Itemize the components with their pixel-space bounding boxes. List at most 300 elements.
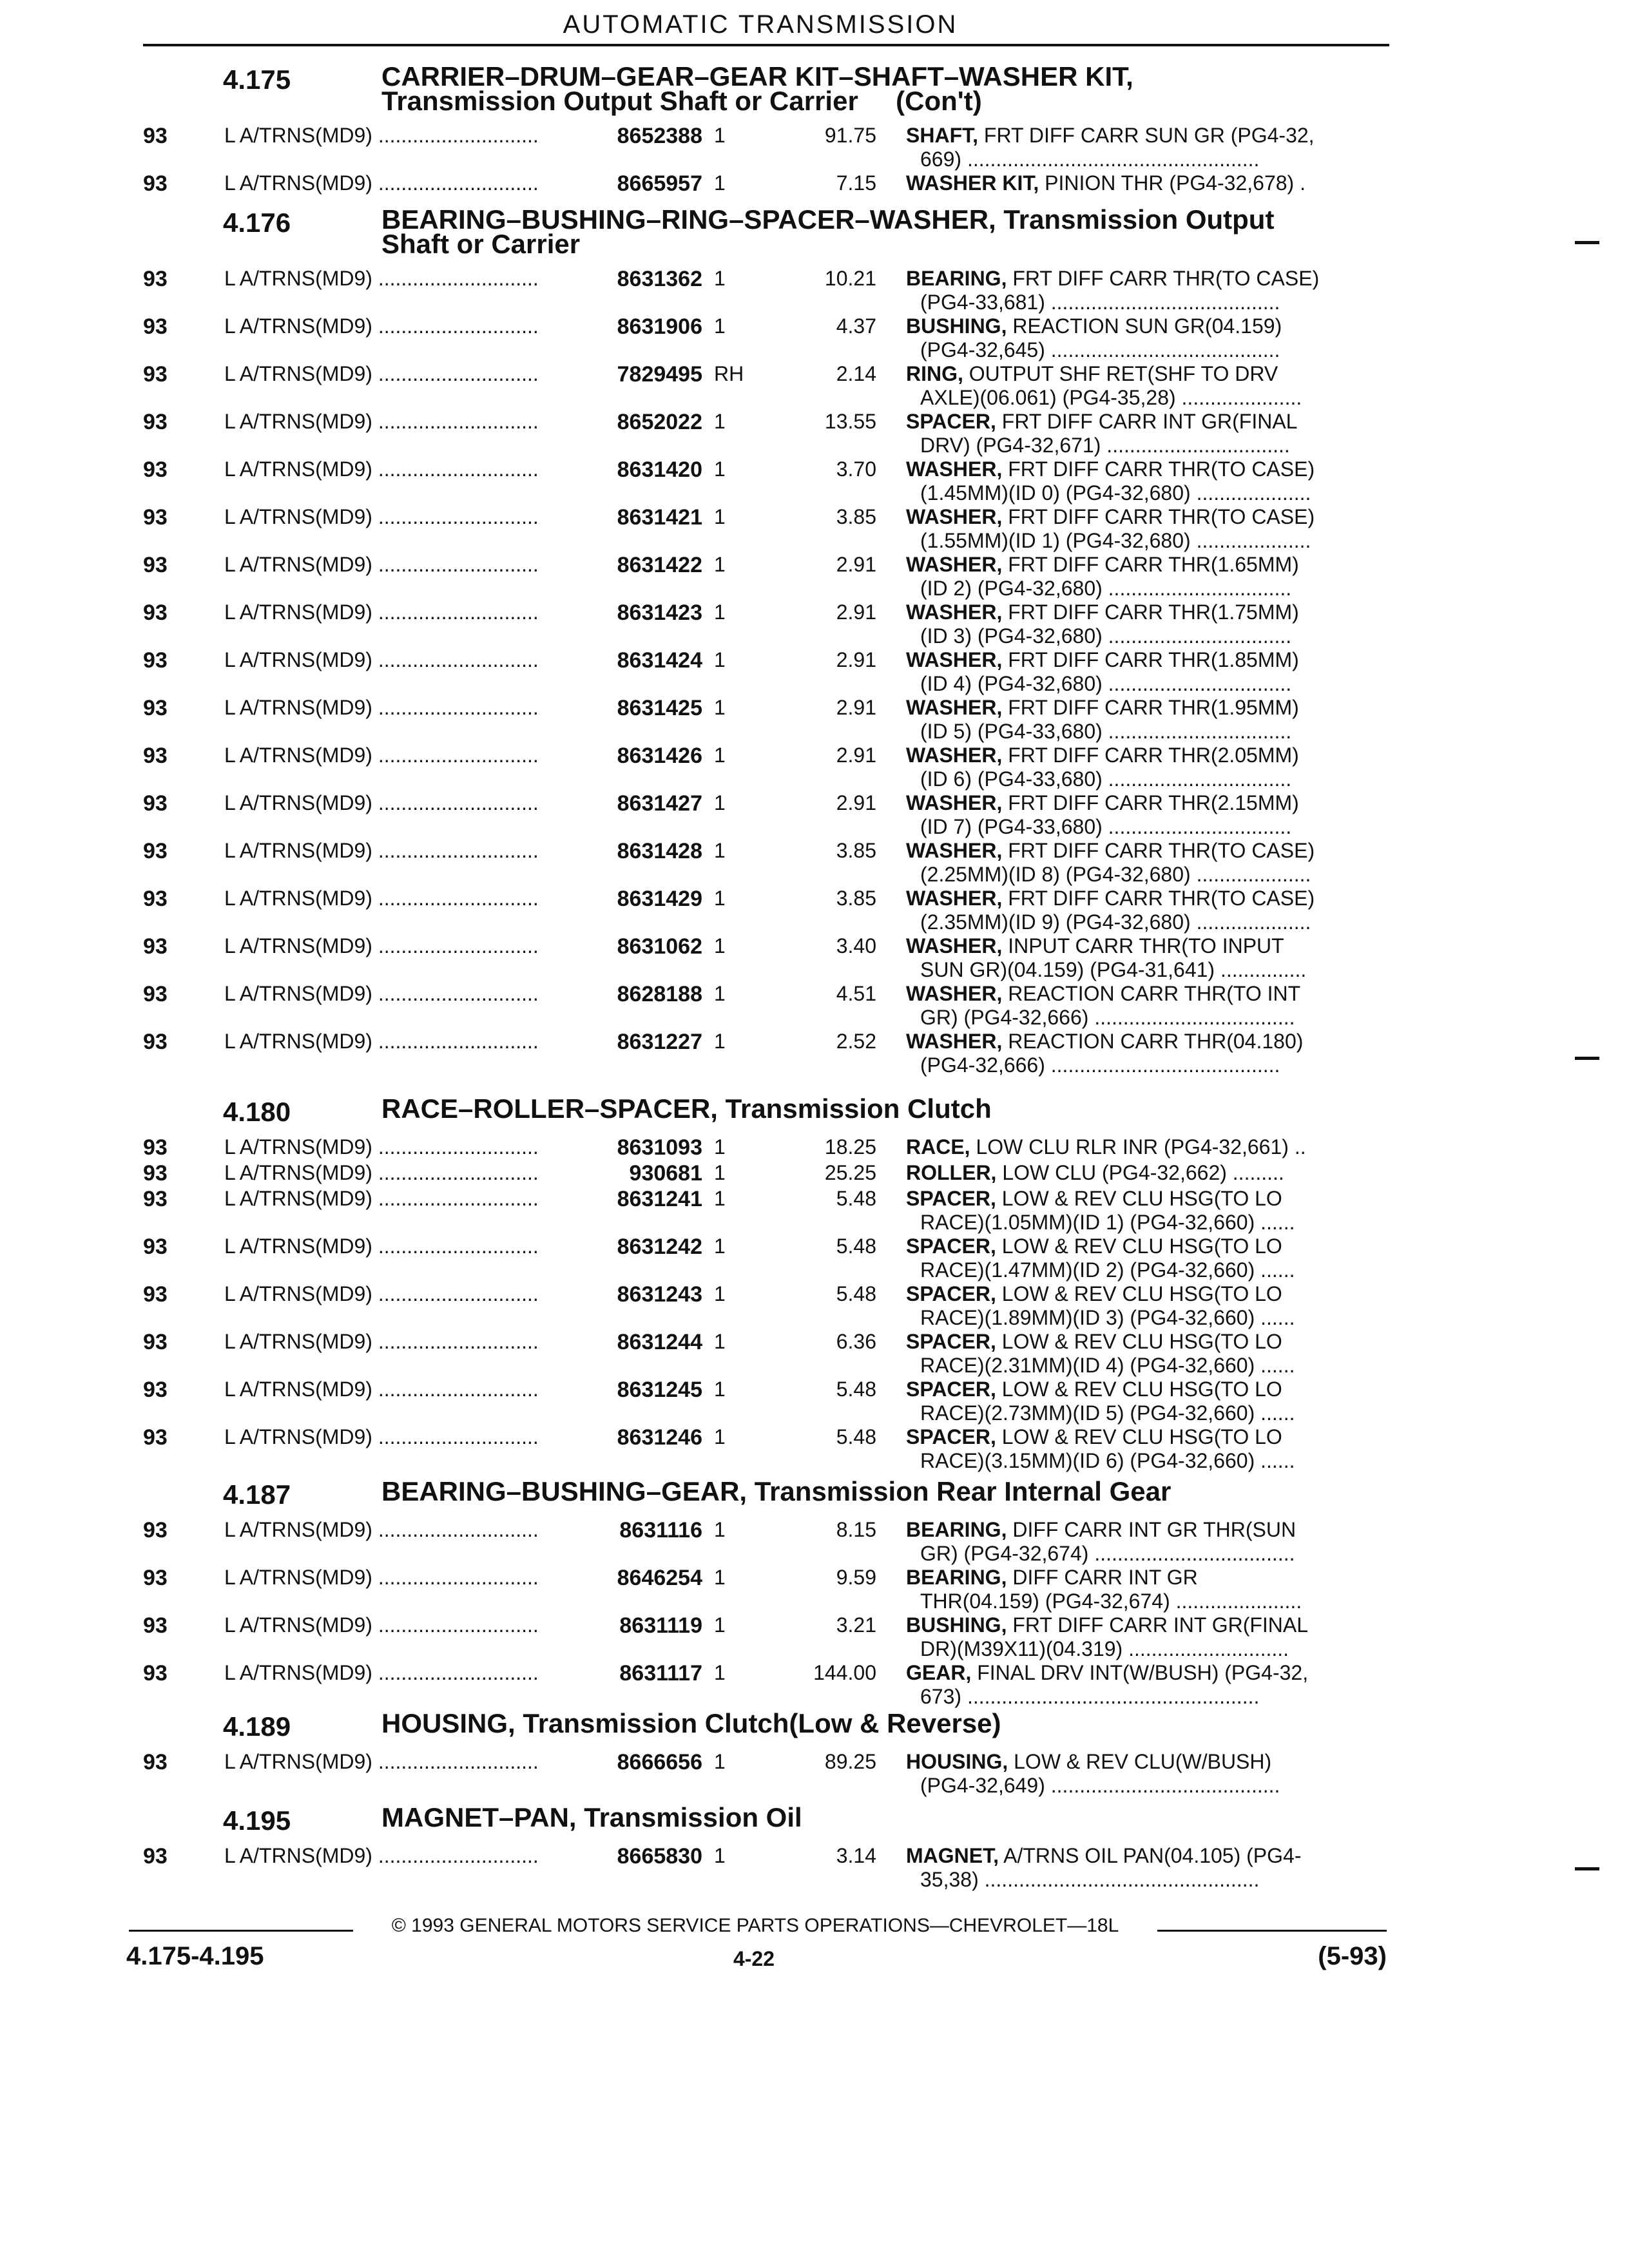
table-row [0, 1378, 1629, 1425]
part-number: 8631423 [617, 601, 702, 625]
quantity: 1 [714, 1750, 726, 1773]
model-year: 93 [143, 553, 168, 577]
model-year: 93 [143, 1161, 168, 1186]
model-year: 93 [143, 1378, 168, 1402]
table-row [0, 1187, 1629, 1235]
price: 144.00 [813, 1661, 876, 1684]
section-title-line: HOUSING, Transmission Clutch(Low & Reverse) [381, 1708, 1001, 1738]
description-text: FRT DIFF CARR THR(1.75MM) [1002, 601, 1299, 624]
price: 9.59 [836, 1566, 876, 1589]
description [906, 553, 1383, 577]
description [906, 1282, 1383, 1306]
description-continuation: RACE)(1.05MM)(ID 1) (PG4-32,660) ...... [920, 1211, 1295, 1234]
description-keyword: BUSHING, [906, 314, 1007, 338]
price: 3.40 [836, 934, 876, 957]
model-year: 93 [143, 171, 168, 196]
section-number: 4.187 [223, 1479, 291, 1510]
description-continuation: DRV) (PG4-32,671) ................................ [920, 434, 1290, 457]
description-continuation: (ID 2) (PG4-32,680) ................................ [920, 577, 1292, 600]
model-year: 93 [143, 982, 168, 1006]
table-row [0, 601, 1629, 648]
section-title-line: RACE–ROLLER–SPACER, Transmission Clutch [381, 1093, 992, 1124]
description-keyword: GEAR, [906, 1661, 972, 1684]
description-keyword: MAGNET, [906, 1844, 999, 1867]
table-row [0, 1844, 1629, 1892]
quantity: 1 [714, 505, 726, 528]
margin-mark [1575, 1867, 1599, 1870]
price: 2.91 [836, 601, 876, 624]
table-row [0, 887, 1629, 934]
part-number: 8666656 [617, 1750, 702, 1774]
description-text: REACTION CARR THR(TO INT [1002, 982, 1301, 1005]
quantity: 1 [714, 1566, 726, 1589]
description-keyword: BUSHING, [906, 1613, 1007, 1637]
price: 2.91 [836, 791, 876, 814]
model-year: 93 [143, 1566, 168, 1590]
description [906, 1030, 1383, 1053]
description-text: LOW & REV CLU HSG(TO LO [996, 1235, 1282, 1258]
description-text: DIFF CARR INT GR THR(SUN [1007, 1518, 1296, 1541]
description [906, 1187, 1383, 1211]
description [906, 1425, 1383, 1449]
description-text: LOW & REV CLU HSG(TO LO [996, 1187, 1282, 1210]
section-number: 4.176 [223, 207, 291, 238]
application: L A/TRNS(MD9) ............................ [224, 1613, 539, 1637]
description-continuation: DR)(M39X11)(04.319) ............................ [920, 1637, 1289, 1660]
model-year: 93 [143, 839, 168, 863]
application: L A/TRNS(MD9) ............................ [224, 1282, 539, 1305]
section-title [381, 204, 1387, 259]
description-text: INPUT CARR THR(TO INPUT [1002, 934, 1284, 957]
description-keyword: BEARING, [906, 267, 1007, 290]
application: L A/TRNS(MD9) ............................ [224, 648, 539, 671]
description-keyword: WASHER KIT, [906, 171, 1039, 195]
price: 18.25 [824, 1135, 876, 1158]
model-year: 93 [143, 1235, 168, 1259]
description-text: FRT DIFF CARR THR(1.85MM) [1002, 648, 1299, 671]
part-number: 8631116 [619, 1518, 702, 1542]
part-number: 8652388 [617, 124, 702, 148]
table-row [0, 1661, 1629, 1709]
description-text: FRT DIFF CARR THR(2.15MM) [1002, 791, 1299, 814]
application: L A/TRNS(MD9) ............................ [224, 1518, 539, 1541]
table-row [0, 553, 1629, 601]
quantity: 1 [714, 1613, 726, 1637]
application: L A/TRNS(MD9) ............................ [224, 267, 539, 290]
application: L A/TRNS(MD9) ............................ [224, 505, 539, 528]
description-text: OUTPUT SHF RET(SHF TO DRV [963, 362, 1278, 385]
part-number: 8631093 [617, 1135, 702, 1160]
quantity: 1 [714, 1378, 726, 1401]
footer-rule-left [129, 1930, 353, 1932]
application: L A/TRNS(MD9) ............................ [224, 1235, 539, 1258]
price: 8.15 [836, 1518, 876, 1541]
table-row [0, 1235, 1629, 1282]
description-continuation: 669) ................................................... [920, 148, 1260, 171]
description-continuation: AXLE)(06.061) (PG4-35,28) ..................... [920, 386, 1302, 409]
part-number: 8631062 [617, 934, 702, 959]
description-keyword: WASHER, [906, 791, 1003, 814]
description [906, 1518, 1383, 1542]
price: 3.85 [836, 887, 876, 910]
quantity: RH [714, 362, 744, 385]
price: 5.48 [836, 1282, 876, 1305]
table-row [0, 505, 1629, 553]
application: L A/TRNS(MD9) ............................ [224, 1750, 539, 1773]
price: 3.14 [836, 1844, 876, 1867]
quantity: 1 [714, 696, 726, 719]
description-text: FRT DIFF CARR THR(2.05MM) [1002, 744, 1299, 767]
part-number: 8631245 [617, 1378, 702, 1402]
model-year: 93 [143, 648, 168, 673]
description-keyword: WASHER, [906, 982, 1003, 1005]
application: L A/TRNS(MD9) ............................ [224, 457, 539, 481]
description-continuation: (2.35MM)(ID 9) (PG4-32,680) .................... [920, 910, 1311, 934]
model-year: 93 [143, 505, 168, 530]
description [906, 1161, 1383, 1185]
description-keyword: WASHER, [906, 934, 1003, 957]
application: L A/TRNS(MD9) ............................ [224, 1566, 539, 1589]
quantity: 1 [714, 601, 726, 624]
price: 3.85 [836, 505, 876, 528]
part-number: 8631227 [617, 1030, 702, 1054]
description [906, 696, 1383, 720]
description-keyword: WASHER, [906, 839, 1003, 862]
section-number: 4.189 [223, 1711, 291, 1742]
model-year: 93 [143, 1135, 168, 1160]
description-keyword: ROLLER, [906, 1161, 997, 1184]
application: L A/TRNS(MD9) ............................ [224, 1135, 539, 1158]
description-continuation: THR(04.159) (PG4-32,674) ...................... [920, 1590, 1302, 1613]
description-keyword: RACE, [906, 1135, 970, 1158]
footer-section-range: 4.175-4.195 [126, 1942, 264, 1970]
description-text: FRT DIFF CARR THR(TO CASE) [1002, 457, 1315, 481]
table-row [0, 314, 1629, 362]
application: L A/TRNS(MD9) ............................ [224, 601, 539, 624]
description-text: FRT DIFF CARR INT GR(FINAL [996, 410, 1298, 433]
part-number: 8652022 [617, 410, 702, 434]
price: 2.14 [836, 362, 876, 385]
description [906, 1844, 1383, 1868]
price: 10.21 [824, 267, 876, 290]
description-text: FRT DIFF CARR THR(TO CASE) [1002, 839, 1315, 862]
price: 13.55 [824, 410, 876, 433]
description-continuation: (ID 6) (PG4-33,680) ................................ [920, 767, 1292, 791]
price: 4.37 [836, 314, 876, 338]
quantity: 1 [714, 1187, 726, 1210]
part-number: 8631420 [617, 457, 702, 482]
application: L A/TRNS(MD9) ............................ [224, 839, 539, 862]
description-keyword: BEARING, [906, 1566, 1007, 1589]
part-number: 8631422 [617, 553, 702, 577]
price: 4.51 [836, 982, 876, 1005]
application: L A/TRNS(MD9) ............................ [224, 1161, 539, 1184]
description [906, 601, 1383, 624]
description [906, 505, 1383, 529]
price: 3.70 [836, 457, 876, 481]
quantity: 1 [714, 1844, 726, 1867]
application: L A/TRNS(MD9) ............................ [224, 934, 539, 957]
margin-mark [1575, 1057, 1599, 1060]
description [906, 982, 1383, 1006]
description-keyword: WASHER, [906, 553, 1003, 576]
description-continuation: (1.55MM)(ID 1) (PG4-32,680) .................... [920, 529, 1311, 552]
part-number: 8628188 [617, 982, 702, 1006]
part-number: 8631426 [617, 744, 702, 768]
description-keyword: WASHER, [906, 887, 1003, 910]
description-text: PINION THR (PG4-32,678) . [1039, 171, 1306, 195]
section-title [381, 1802, 1387, 1832]
part-number: 8665957 [617, 171, 702, 196]
description [906, 1613, 1383, 1637]
part-number: 8631425 [617, 696, 702, 720]
section-title [381, 1708, 1387, 1738]
description-continuation: RACE)(1.89MM)(ID 3) (PG4-32,660) ...... [920, 1306, 1295, 1329]
table-row [0, 982, 1629, 1030]
part-number: 8631242 [617, 1235, 702, 1259]
model-year: 93 [143, 887, 168, 911]
price: 5.48 [836, 1425, 876, 1448]
description-keyword: HOUSING, [906, 1750, 1008, 1773]
running-head: AUTOMATIC TRANSMISSION [563, 10, 958, 39]
part-number: 8631119 [619, 1613, 702, 1638]
table-row [0, 744, 1629, 791]
description-continuation: RACE)(2.31MM)(ID 4) (PG4-32,660) ...... [920, 1354, 1295, 1377]
application: L A/TRNS(MD9) ............................ [224, 553, 539, 576]
price: 2.91 [836, 744, 876, 767]
table-row [0, 1518, 1629, 1566]
model-year: 93 [143, 601, 168, 625]
application: L A/TRNS(MD9) ............................ [224, 1425, 539, 1448]
application: L A/TRNS(MD9) ............................ [224, 1030, 539, 1053]
application: L A/TRNS(MD9) ............................ [224, 887, 539, 910]
part-number: 8646254 [617, 1566, 702, 1590]
description [906, 839, 1383, 863]
section-title-line: CARRIER–DRUM–GEAR–GEAR KIT–SHAFT–WASHER KIT, [381, 61, 1133, 91]
price: 3.85 [836, 839, 876, 862]
footer-date: (5-93) [1318, 1942, 1387, 1970]
section-title-line: BEARING–BUSHING–RING–SPACER–WASHER, Transmission Output [381, 204, 1275, 235]
description [906, 171, 1383, 195]
application: L A/TRNS(MD9) ............................ [224, 1330, 539, 1353]
section-title-line: BEARING–BUSHING–GEAR, Transmission Rear Internal Gear [381, 1476, 1171, 1506]
application: L A/TRNS(MD9) ............................ [224, 1187, 539, 1210]
model-year: 93 [143, 1330, 168, 1354]
description-text: REACTION CARR THR(04.180) [1002, 1030, 1304, 1053]
part-number: 8665830 [617, 1844, 702, 1869]
model-year: 93 [143, 696, 168, 720]
application: L A/TRNS(MD9) ............................ [224, 982, 539, 1005]
description [906, 124, 1383, 148]
price: 7.15 [836, 171, 876, 195]
header-rule [143, 44, 1389, 46]
quantity: 1 [714, 1661, 726, 1684]
description [906, 648, 1383, 672]
description-text: LOW CLU RLR INR (PG4-32,661) .. [970, 1135, 1306, 1158]
table-row [0, 362, 1629, 410]
price: 2.91 [836, 648, 876, 671]
description-continuation: RACE)(1.47MM)(ID 2) (PG4-32,660) ...... [920, 1258, 1295, 1282]
description-text: REACTION SUN GR(04.159) [1007, 314, 1282, 338]
part-number: 8631246 [617, 1425, 702, 1450]
quantity: 1 [714, 1330, 726, 1353]
part-number: 8631244 [617, 1330, 702, 1354]
description [906, 1235, 1383, 1258]
quantity: 1 [714, 887, 726, 910]
table-row [0, 696, 1629, 744]
table-row [0, 267, 1629, 314]
description-text: LOW & REV CLU HSG(TO LO [996, 1330, 1282, 1353]
description-keyword: WASHER, [906, 1030, 1003, 1053]
model-year: 93 [143, 1187, 168, 1211]
description [906, 744, 1383, 767]
description-continuation: (ID 5) (PG4-33,680) ................................ [920, 720, 1292, 743]
model-year: 93 [143, 934, 168, 959]
table-row [0, 1030, 1629, 1077]
price: 25.25 [824, 1161, 876, 1184]
application: L A/TRNS(MD9) ............................ [224, 171, 539, 195]
price: 3.21 [836, 1613, 876, 1637]
quantity: 1 [714, 553, 726, 576]
description [906, 362, 1383, 386]
description-continuation: (ID 4) (PG4-32,680) ................................ [920, 672, 1292, 695]
table-row [0, 1330, 1629, 1378]
model-year: 93 [143, 791, 168, 816]
description-text: LOW & REV CLU(W/BUSH) [1008, 1750, 1272, 1773]
part-number: 8631428 [617, 839, 702, 863]
part-number: 8631243 [617, 1282, 702, 1307]
description [906, 1750, 1383, 1774]
model-year: 93 [143, 267, 168, 291]
section-title [381, 61, 1387, 116]
quantity: 1 [714, 648, 726, 671]
application: L A/TRNS(MD9) ............................ [224, 362, 539, 385]
description-keyword: WASHER, [906, 457, 1003, 481]
description-text: A/TRNS OIL PAN(04.105) (PG4- [999, 1844, 1302, 1867]
quantity: 1 [714, 1161, 726, 1184]
part-number: 8631429 [617, 887, 702, 911]
description-continuation: (PG4-32,645) ........................................ [920, 338, 1280, 361]
description-keyword: RING, [906, 362, 963, 385]
model-year: 93 [143, 1518, 168, 1542]
quantity: 1 [714, 1030, 726, 1053]
quantity: 1 [714, 744, 726, 767]
quantity: 1 [714, 1235, 726, 1258]
description-keyword: SHAFT, [906, 124, 978, 147]
description-keyword: WASHER, [906, 648, 1003, 671]
table-row [0, 791, 1629, 839]
model-year: 93 [143, 1030, 168, 1054]
description-text: LOW & REV CLU HSG(TO LO [996, 1282, 1282, 1305]
description [906, 314, 1383, 338]
model-year: 93 [143, 1750, 168, 1774]
table-row [0, 410, 1629, 457]
table-row [0, 124, 1629, 171]
part-number: 8631906 [617, 314, 702, 339]
application: L A/TRNS(MD9) ............................ [224, 791, 539, 814]
part-number: 8631424 [617, 648, 702, 673]
description-text: FRT DIFF CARR SUN GR (PG4-32, [978, 124, 1315, 147]
description [906, 1566, 1383, 1590]
description [906, 791, 1383, 815]
description-continuation: (PG4-32,649) ........................................ [920, 1774, 1280, 1797]
description-keyword: SPACER, [906, 1425, 996, 1448]
model-year: 93 [143, 744, 168, 768]
price: 5.48 [836, 1187, 876, 1210]
price: 5.48 [836, 1235, 876, 1258]
description-text: LOW CLU (PG4-32,662) ......... [996, 1161, 1284, 1184]
model-year: 93 [143, 457, 168, 482]
quantity: 1 [714, 934, 726, 957]
section-number: 4.195 [223, 1805, 291, 1836]
description-text: FRT DIFF CARR THR(TO CASE) [1002, 887, 1315, 910]
model-year: 93 [143, 1661, 168, 1686]
description-keyword: WASHER, [906, 505, 1003, 528]
application: L A/TRNS(MD9) ............................ [224, 314, 539, 338]
description-continuation: RACE)(2.73MM)(ID 5) (PG4-32,660) ...... [920, 1401, 1295, 1425]
description-text: FRT DIFF CARR THR(TO CASE) [1002, 505, 1315, 528]
description [906, 1661, 1383, 1685]
section-number: 4.175 [223, 64, 291, 95]
price: 2.52 [836, 1030, 876, 1053]
description [906, 1378, 1383, 1401]
description-text: DIFF CARR INT GR [1007, 1566, 1198, 1589]
price: 6.36 [836, 1330, 876, 1353]
model-year: 93 [143, 1425, 168, 1450]
description-text: FRT DIFF CARR THR(1.65MM) [1002, 553, 1299, 576]
description-continuation: 673) ................................................... [920, 1685, 1260, 1708]
price: 2.91 [836, 696, 876, 719]
description [906, 934, 1383, 958]
description-keyword: SPACER, [906, 410, 996, 433]
part-number: 8631117 [619, 1661, 702, 1686]
description [906, 887, 1383, 910]
application: L A/TRNS(MD9) ............................ [224, 410, 539, 433]
section-title [381, 1476, 1387, 1506]
model-year: 93 [143, 410, 168, 434]
section-subtitle: Transmission Output Shaft or Carrier (Con't) [381, 86, 982, 116]
quantity: 1 [714, 457, 726, 481]
quantity: 1 [714, 1135, 726, 1158]
description-text: LOW & REV CLU HSG(TO LO [996, 1425, 1282, 1448]
quantity: 1 [714, 171, 726, 195]
description-keyword: WASHER, [906, 696, 1003, 719]
price: 91.75 [824, 124, 876, 147]
description-keyword: WASHER, [906, 744, 1003, 767]
description-text: FINAL DRV INT(W/BUSH) (PG4-32, [971, 1661, 1309, 1684]
description-continuation: (ID 7) (PG4-33,680) ................................ [920, 815, 1292, 838]
model-year: 93 [143, 362, 168, 387]
description-keyword: SPACER, [906, 1282, 996, 1305]
margin-mark [1575, 241, 1599, 244]
description-text: FRT DIFF CARR THR(TO CASE) [1007, 267, 1320, 290]
table-row [0, 1282, 1629, 1330]
footer-copyright: © 1993 GENERAL MOTORS SERVICE PARTS OPERATIONS—CHEVROLET—18L [391, 1915, 1119, 1936]
quantity: 1 [714, 791, 726, 814]
description-keyword: WASHER, [906, 601, 1003, 624]
description-keyword: SPACER, [906, 1235, 996, 1258]
price: 5.48 [836, 1378, 876, 1401]
description-text: LOW & REV CLU HSG(TO LO [996, 1378, 1282, 1401]
description-text: FRT DIFF CARR INT GR(FINAL [1007, 1613, 1309, 1637]
description-continuation: GR) (PG4-32,674) ................................... [920, 1542, 1295, 1565]
table-row [0, 648, 1629, 696]
description-continuation: RACE)(3.15MM)(ID 6) (PG4-32,660) ...... [920, 1449, 1295, 1472]
footer-rule-right [1157, 1930, 1387, 1932]
part-number: 8631427 [617, 791, 702, 816]
description [906, 457, 1383, 481]
description-continuation: (2.25MM)(ID 8) (PG4-32,680) .................... [920, 863, 1311, 886]
